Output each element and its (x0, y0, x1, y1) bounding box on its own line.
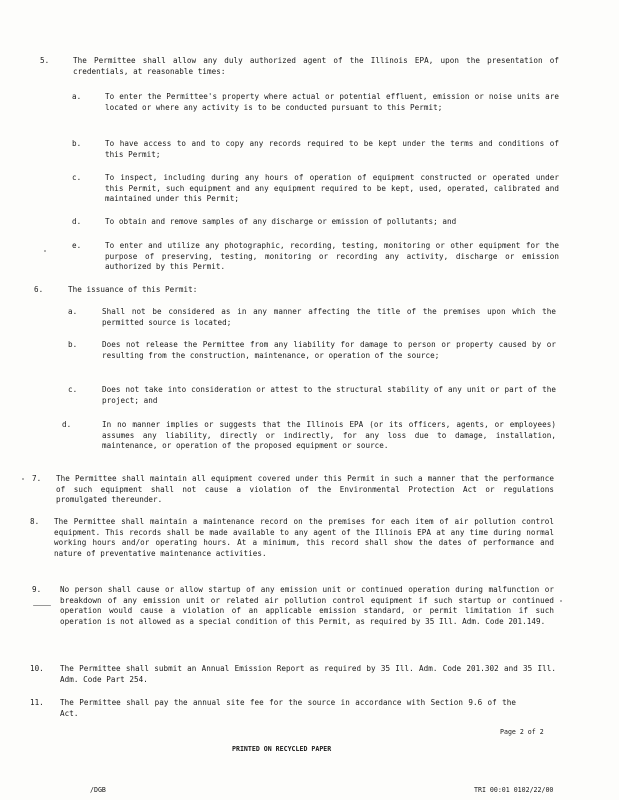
item-6c-text: Does not take into consideration or attest to the structural stability of any unit or part of the project; and (102, 385, 556, 405)
item-9-number: 9. (32, 585, 42, 594)
item-5e-text: To enter and utilize any photographic, recording, testing, monitoring or other equipment for the purpose of preserving, testing, monitoring or recording any activity, discharge or emission authorized by this Permit. (105, 241, 559, 271)
item-5d-text: To obtain and remove samples of any discharge or emission of pollutants; and (105, 217, 457, 226)
item-5-text: The Permittee shall allow any duly authorized agent of the Illinois EPA, upon the presentation of credentials, at reasonable times: (73, 56, 559, 76)
item-6b-text: Does not release the Permittee from any liability for damage to person or property caused by or resulting from the construction, maintenance, or operation of the source; (102, 340, 556, 360)
item-5a-text: To enter the Permittee's property where actual or potential effluent, emission or noise units are located or where any activity is to be conducted pursuant to this Permit; (105, 92, 559, 112)
item-6-text: The issuance of this Permit: (68, 285, 198, 294)
scan-speck (44, 250, 46, 252)
item-7-number: 7. (32, 474, 42, 483)
item-5d-letter: d. (72, 217, 82, 226)
item-6c-letter: c. (68, 385, 78, 394)
item-6a-letter: a. (68, 307, 78, 316)
footer-right-code: TRI 00:01 0102/22/00 (474, 786, 554, 794)
item-8-text: The Permittee shall maintain a maintenance record on the premises for each item of air pollution control equipment. This records shall be made available to any agent of the Illinois EPA at any time during normal working hours and/or operating hours. At a minimum, this record shall show the dates of performance and nature of preventative maintenance activities. (54, 517, 554, 558)
item-6-number: 6. (34, 285, 44, 294)
item-8-number: 8. (30, 517, 40, 526)
item-7-text: The Permittee shall maintain all equipment covered under this Permit in such a manner that the performance of such equipment shall not cause a violation of the Environmental Protection Act or regulations promulgated thereunder. (56, 474, 554, 504)
item-11-number: 11. (30, 698, 44, 707)
scan-speck (560, 600, 562, 602)
item-5c-text: To inspect, including during any hours of operation of equipment constructed or operated under this Permit, such equipment and any equipment required to be kept, used, operated, calibrated and maintained under this Permit; (105, 173, 559, 203)
page-number: Page 2 of 2 (500, 728, 544, 736)
item-6d-letter: d. (62, 420, 72, 429)
item-6d-text: In no manner implies or suggests that the Illinois EPA (or its officers, agents, or employees) assumes any liability, directly or indirectly, for any loss due to damage, installation, maintenance, or operation of the proposed equipment or source. (102, 420, 556, 450)
item-10-text: The Permittee shall submit an Annual Emission Report as required by 35 Ill. Adm. Code 201.302 and 35 Ill. Adm. Code Part 254. (60, 664, 556, 684)
item-5e-letter: e. (72, 241, 82, 250)
printed-on-recycled-paper: PRINTED ON RECYCLED PAPER (232, 745, 332, 753)
item-10-number: 10. (30, 664, 44, 673)
item-5-number: 5. (40, 56, 50, 65)
scan-speck (22, 478, 24, 480)
item-6b-letter: b. (68, 340, 78, 349)
scan-mark (33, 605, 51, 606)
item-5a-letter: a. (72, 92, 82, 101)
item-11-text: The Permittee shall pay the annual site fee for the source in accordance with Section 9.6 of the Act. (60, 698, 516, 718)
item-5b-text: To have access to and to copy any records required to be kept under the terms and conditions of this Permit; (105, 139, 559, 159)
item-5b-letter: b. (72, 139, 82, 148)
item-5c-letter: c. (72, 173, 82, 182)
item-6a-text: Shall not be considered as in any manner affecting the title of the premises upon which the permitted source is located; (102, 307, 556, 327)
item-9-text: No person shall cause or allow startup of any emission unit or continued operation during malfunction or breakdown of any emission unit or related air pollution control equipment if such startup or continued operation would cause a violation of an applicable emission standard, or permit limitation if such operation is not allowed as a special condition of this Permit, as required by 35 Ill. Adm. Code 201.149. (60, 585, 554, 626)
footer-left-code: /DGB (90, 786, 106, 794)
